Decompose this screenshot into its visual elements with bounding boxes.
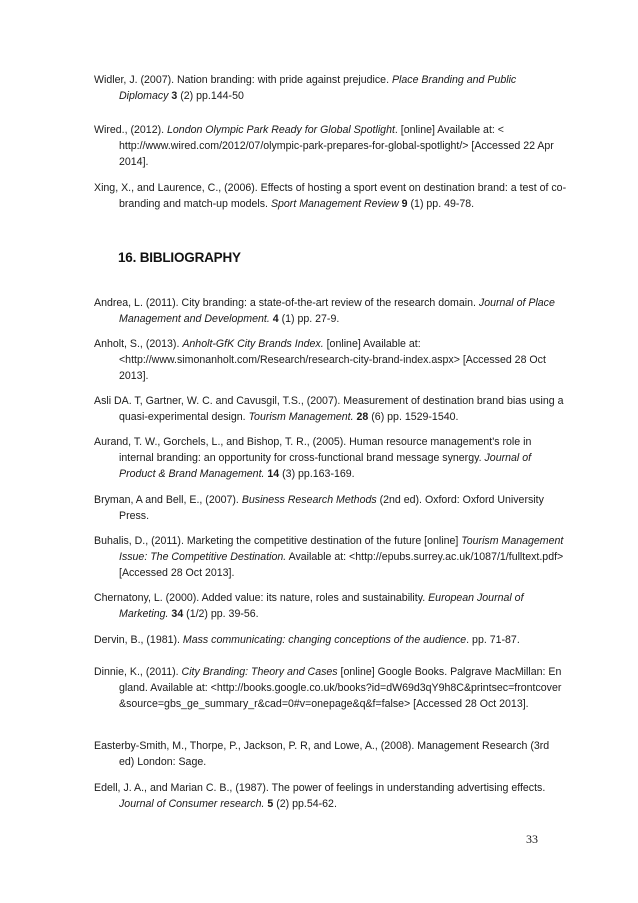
reference-text: Wired., (2012). <box>94 124 168 136</box>
reference-text: Xing, X., and Laurence, C., (2006). Effects of hosting a sport event on destination brand: a test of co-branding and match-up models. <box>94 182 567 210</box>
reference-text: Dervin, B., (1981). <box>94 634 183 646</box>
bibliography-entry <box>94 434 567 482</box>
reference-text: Buhalis, D., (2011). Marketing the competitive destination of the future [online] <box>94 535 462 547</box>
reference-details: [online] Available at: <http://www.simonanholt.com/Research/research-city-brand-index.aspx> [Accessed 28 Oct 2013]. <box>119 338 546 382</box>
reference-title: European Journal of Marketing. <box>119 592 524 620</box>
reference-title: Mass communicating: changing conceptions of the audience <box>182 634 467 646</box>
reference-title: Journal of Consumer research. <box>119 798 265 810</box>
reference-volume: 34 <box>171 608 184 620</box>
bibliography-entry <box>94 492 567 524</box>
reference-details: [online] Google Books. Palgrave MacMillan: England. Available at: <http://books.google.co.uk/books?id=dW69d3qY9h8C&printsec=frontcover&source=gbs_ge_summary_r&cad=0#v=onepage&q&f=false> [Accessed 28 Oct 2013]. <box>119 666 562 710</box>
reference-entry <box>94 72 567 104</box>
reference-text: Dinnie, K., (2011). <box>94 666 182 678</box>
reference-volume: 14 <box>267 468 280 480</box>
reference-details: (1) pp. 27-9. <box>278 313 340 325</box>
reference-details: (6) pp. 1529-1540. <box>368 411 459 423</box>
reference-title: Journal of Product & Brand Management. <box>119 452 532 480</box>
bibliography-heading: 16. BIBLIOGRAPHY <box>118 250 241 265</box>
bibliography-entry <box>94 533 567 581</box>
reference-title: Sport Management Review <box>270 198 399 210</box>
page-number: 33 <box>526 832 538 846</box>
bibliography-entry <box>94 590 567 622</box>
bibliography-entry <box>94 738 567 770</box>
reference-details: . pp. 71-87. <box>466 634 520 646</box>
reference-details: . [online] Available at: < http://www.wired.com/2012/07/olympic-park-prepares-for-global-spotlight/> [Accessed 22 Apr 2014]. <box>119 124 554 168</box>
reference-entry <box>94 122 567 170</box>
reference-text: Chernatony, L. (2000). Added value: its nature, roles and sustainability. <box>94 592 429 604</box>
reference-title: Tourism Management. <box>248 411 354 423</box>
reference-details: Available at: <http://epubs.surrey.ac.uk/1087/1/fulltext.pdf> [Accessed 28 Oct 2013]. <box>119 551 564 579</box>
reference-title: City Branding: Theory and Cases <box>181 666 338 678</box>
reference-title: London Olympic Park Ready for Global Spotlight <box>167 124 395 136</box>
reference-details: (3) pp.163-169. <box>279 468 355 480</box>
bibliography-entry <box>94 336 567 384</box>
reference-text: Bryman, A and Bell, E., (2007). <box>94 494 242 506</box>
reference-details: (2) pp.54-62. <box>273 798 337 810</box>
reference-details: (2nd ed). Oxford: Oxford University Press. <box>119 494 544 522</box>
reference-title: Tourism Management Issue: The Competitive Destination. <box>119 535 564 563</box>
reference-entry <box>94 180 567 212</box>
bibliography-entry <box>94 393 567 425</box>
reference-text: Edell, J. A., and Marian C. B., (1987). The power of feelings in understanding advertising effects. <box>94 782 546 794</box>
reference-volume: 4 <box>272 313 279 325</box>
reference-title: Business Research Methods <box>241 494 377 506</box>
reference-title: Place Branding and Public Diplomacy <box>119 74 517 102</box>
bibliography-entry <box>94 780 567 812</box>
reference-text: Aurand, T. W., Gorchels, L., and Bishop, T. R., (2005). Human resource management's role in internal branding: an opportunity for cross-functional brand message synergy. <box>94 436 532 464</box>
bibliography-entry <box>94 295 567 327</box>
reference-text: Easterby-Smith, M., Thorpe, P., Jackson, P. R, and Lowe, A., (2008). Management Research (3rd ed) London: Sage. <box>94 740 550 768</box>
bibliography-entry <box>94 632 567 648</box>
reference-volume: 9 <box>401 198 408 210</box>
reference-title: Journal of Place Management and Development. <box>119 297 555 325</box>
reference-text: Widler, J. (2007). Nation branding: with pride against prejudice. <box>94 74 392 86</box>
reference-details: (1) pp. 49-78. <box>407 198 475 210</box>
reference-volume: 28 <box>356 411 369 423</box>
reference-volume: 5 <box>267 798 274 810</box>
reference-details: (1/2) pp. 39-56. <box>183 608 259 620</box>
reference-title: Anholt-GfK City Brands Index. <box>182 338 324 350</box>
reference-volume: 3 <box>171 90 178 102</box>
reference-text: Asli DA. T, Gartner, W. C. and Cavusgil, T.S., (2007). Measurement of destination brand bias using a quasi-experimental design. <box>94 395 564 423</box>
reference-text: Andrea, L. (2011). City branding: a state-of-the-art review of the research domain. <box>94 297 479 309</box>
reference-details: (2) pp.144-50 <box>177 90 244 102</box>
bibliography-entry <box>94 664 567 712</box>
reference-text: Anholt, S., (2013). <box>94 338 183 350</box>
